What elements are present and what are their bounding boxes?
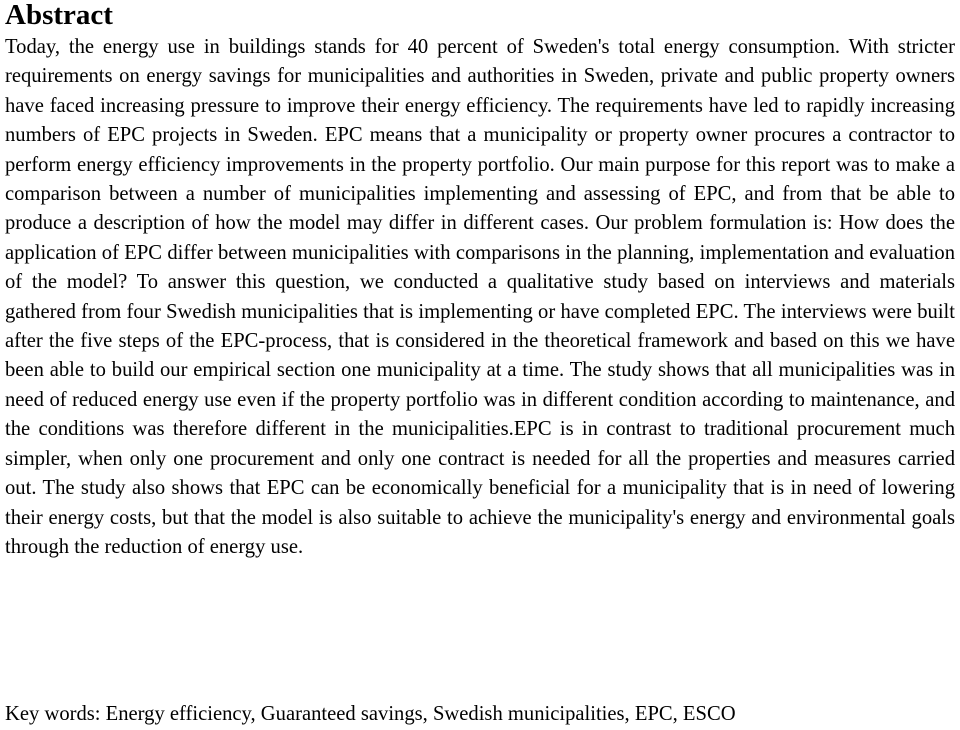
abstract-sentence: EPC means that a municipality or property owner procures a contractor to perform energy efficiency improvements in the property portfolio.: [5, 124, 955, 176]
abstract-sentence: The study also shows that EPC can be economically beneficial for a municipality that is in need of lowering their energy costs, but that the model is also suitable to achieve the municipality's energy and environmental goals through the reduction of energy use.: [5, 477, 955, 558]
abstract-sentence: The requirements have led to rapidly increasing numbers of EPC projects in Sweden.: [5, 94, 955, 147]
abstract-body: [5, 33, 955, 562]
abstract-sentence: EPC is in contrast to traditional procurement much simpler, when only one procurement and only one contract is needed for all the properties and measures carried out.: [5, 418, 955, 500]
keywords-line: Key words: Energy efficiency, Guaranteed savings, Swedish municipalities, EPC, ESCO: [5, 703, 736, 725]
abstract-sentence: Today, the energy use in buildings stands for 40 percent of Sweden's total energy consumption.: [5, 36, 841, 58]
abstract-sentence: To answer this question, we conducted a qualitative study based on interviews and materials gathered from four Swedish municipalities that is implementing or have completed EPC.: [5, 271, 955, 323]
abstract-sentence: The study shows that all municipalities was in need of reduced energy use even if the property portfolio was in different condition according to maintenance, and the conditions was therefore different in the municipalities.: [5, 359, 955, 441]
abstract-sentence: With stricter requirements on energy savings for municipalities and authorities in Sweden, private and public property owners have faced increasing pressure to improve their energy efficiency.: [5, 36, 955, 117]
abstract-sentence: The interviews were built after the five steps of the EPC-process, that is considered in the theoretical framework and based on this we have been able to build our empirical section one municipality at a time.: [5, 300, 955, 382]
abstract-sentence: Our main purpose for this report was to make a comparison between a number of municipalities implementing and assessing of EPC, and from that be able to produce a description of how the model may differ in different cases.: [5, 153, 955, 235]
abstract-heading: Abstract: [5, 0, 113, 31]
abstract-sentence: Our problem formulation is: How does the application of EPC differ between municipalities with comparisons in the planning, implementation and evaluation of the model?: [5, 212, 955, 294]
